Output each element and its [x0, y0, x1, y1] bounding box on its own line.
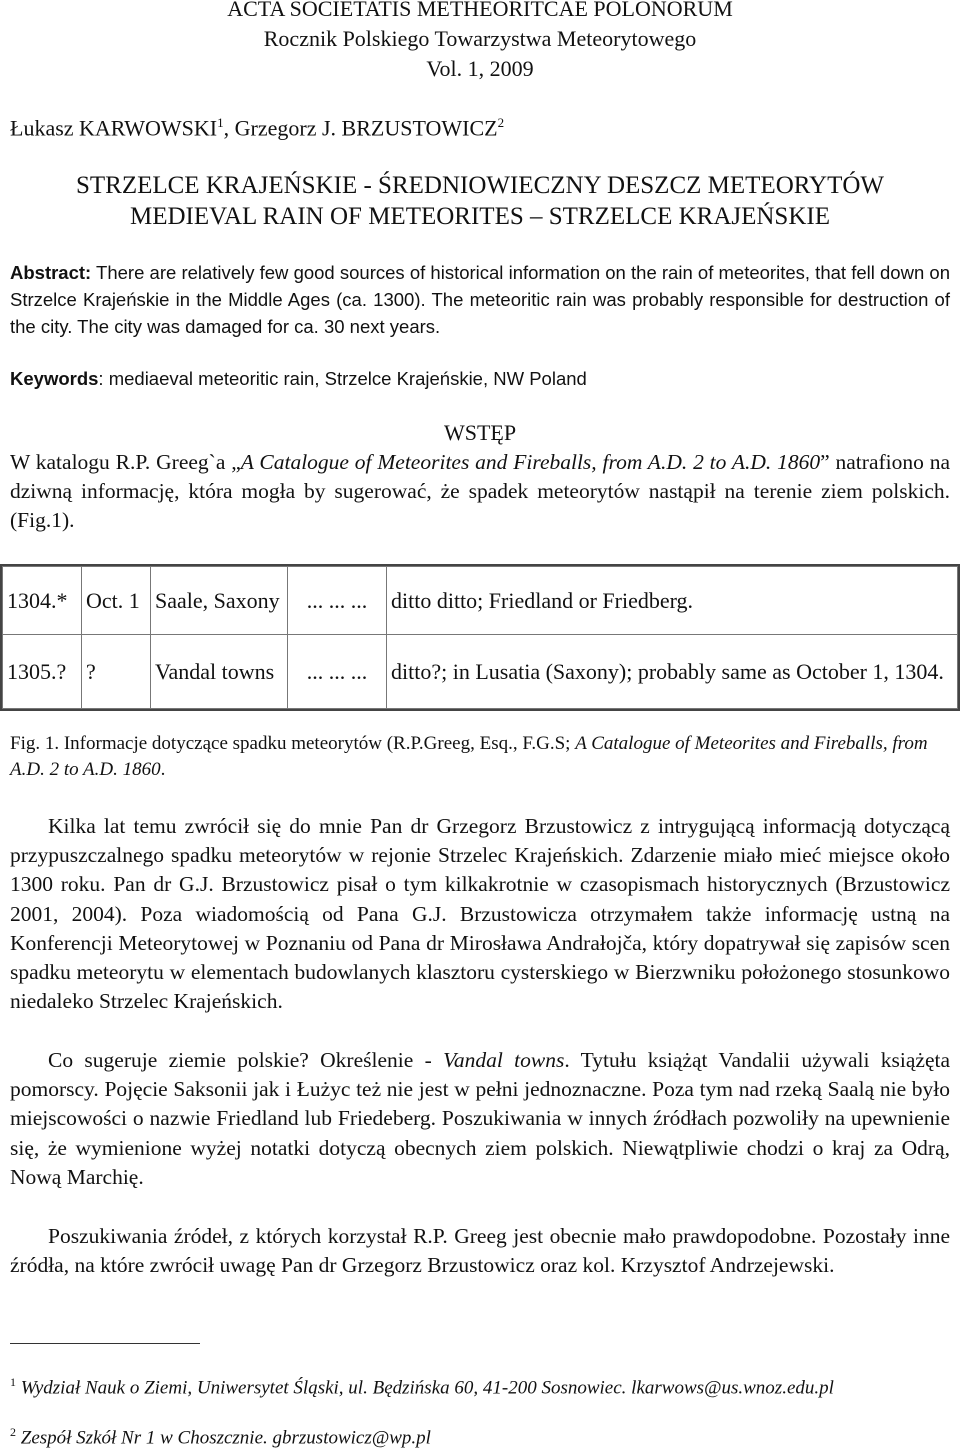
footnote-1: [10, 1370, 950, 1400]
footnote-2: [10, 1420, 950, 1450]
journal-subtitle: Rocznik Polskiego Towarzystwa Meteorytowego: [263, 26, 697, 51]
table-row: [3, 567, 958, 635]
intro-paragraph: [10, 448, 950, 536]
author-2: Grzegorz J. BRZUSTOWICZ: [234, 115, 498, 141]
paragraph-2-text-1: Co sugeruje ziemie polskie? Określenie -: [48, 1048, 444, 1072]
body-paragraph-3: Poszukiwania źródeł, z których korzystał R.P. Greeg jest obecnie mało prawdopodobne. Pozostały inne źródła, na które zwrócił uwagę Pan dr Grzegorz Brzustowicz oraz kol. Krzysztof Andrzejewski.: [10, 1224, 950, 1278]
footnote-divider: [10, 1343, 200, 1344]
caption-text: Fig. 1. Informacje dotyczące spadku meteorytów (R.P.Greeg, Esq., F.G.S;: [10, 733, 576, 754]
paragraph-2-text-2: . Tytułu książąt Vandalii używali książęta pomorscy. Pojęcie Saksonii jak i Łużyc też nie jest w pełni jednoznaczne. Poza tym nad rzeką Saalą nie było miejscowości o nazwie Friedland lub Friedeberg. Poszukiwania w innych źródłach pozwoliły na upewnienie się, że wymienione wyżej notatki dotyczą obecnych ziem polskich. Niewątpliwie chodzi o kraj za Odrą, Nową Marchię.: [10, 1048, 950, 1189]
body-paragraph-2: [10, 1046, 950, 1192]
journal-volume: Vol. 1, 2009: [426, 56, 534, 81]
table-cell-dots: ... ... ...: [288, 635, 387, 709]
body-paragraph-1: Kilka lat temu zwrócił się do mnie Pan dr Grzegorz Brzustowicz z intrygującą informacją dotyczącą przypuszczalnego spadku meteorytów w rejonie Strzelec Krajeńskich. Zdarzenie miało mieć miejsce około 1300 roku. Pan dr G.J. Brzustowicz pisał o tym kilkakrotnie w czasopismach historycznych (Brzustowicz 2001, 2004). Poza wiadomością od Pana G.J. Brzustowicza otrzymałem także informację ustną na Konferencji Meteorytowej w Poznaniu od Pana dr Mirosława Andrałojča, który dopatrywał się zapisów scen spadku meteorytu w elementach budowlanych klasztoru cysterskiego w Bierzwniku położonego stosunkowo niedaleko Strzelec Krajeńskich.: [10, 814, 950, 1014]
table-cell-place: Saale, Saxony: [151, 567, 288, 635]
abstract: [10, 259, 950, 340]
author-separator: ,: [223, 115, 235, 141]
author-1: Łukasz KARWOWSKI: [10, 115, 218, 141]
footnote-1-text: Wydział Nauk o Ziemi, Uniwersytet Śląski, ul. Będzińska 60, 41-200 Sosnowiec. lkarwows@us.wnoz.edu.pl: [16, 1377, 834, 1399]
caption-catalogue-title: A Catalogue of Meteorites and Fireballs, from A.D. 2 to A.D. 1860: [10, 733, 928, 780]
table-row: [3, 635, 958, 709]
article-title-en: MEDIEVAL RAIN OF METEORITES – STRZELCE KRAJEŃSKIE: [130, 203, 830, 230]
keywords-label: Keywords: [10, 368, 99, 389]
table-cell-note: ditto?; in Lusatia (Saxony); probably same as October 1, 1304.: [387, 635, 958, 709]
keywords-text: : mediaeval meteoritic rain, Strzelce Krajeńskie, NW Poland: [98, 368, 587, 389]
caption-suffix: .: [160, 759, 166, 780]
footnote-2-text: Zespół Szkół Nr 1 w Choszcznie. gbrzustowicz@wp.pl: [16, 1427, 431, 1449]
intro-text-1: W katalogu R.P. Greeg`a „: [10, 450, 241, 474]
author-1-affiliation-mark: 1: [217, 115, 224, 130]
abstract-text: There are relatively few good sources of historical information on the rain of meteorites, that fell down on Strzelce Krajeńskie in the Middle Ages (ca. 1300). The meteoritic rain was probably responsible for destruction of the city. The city was damaged for ca. 30 next years.: [10, 262, 950, 337]
footnote-1-number: 1: [10, 1375, 16, 1389]
table-cell-year: 1304.*: [3, 567, 82, 635]
section-heading: WSTĘP: [443, 420, 517, 445]
footnote-2-number: 2: [10, 1425, 16, 1439]
table-cell-year: 1305.?: [3, 635, 82, 709]
journal-title: ACTA SOCIETATIS METHEORITCAE POLONORUM: [227, 0, 733, 21]
table-cell-note: ditto ditto; Friedland or Friedberg.: [387, 567, 958, 635]
intro-catalogue-title: A Catalogue of Meteorites and Fireballs, from A.D. 2 to A.D. 1860: [240, 450, 821, 474]
paragraph-2-vandal-towns: Vandal towns: [443, 1048, 565, 1072]
authors: [10, 115, 504, 141]
article-title-pl: STRZELCE KRAJEŃSKIE - ŚREDNIOWIECZNY DESZCZ METEORYTÓW: [75, 172, 885, 199]
figure-caption: [10, 731, 950, 783]
table-cell-place: Vandal towns: [151, 635, 288, 709]
table-cell-month: ?: [82, 635, 151, 709]
abstract-label: Abstract:: [10, 262, 92, 283]
intro-text-2: ” natrafiono na dziwną informację, która mogła by sugerować, że spadek meteorytów nastąpił na terenie ziem polskich. (Fig.1).: [10, 450, 951, 533]
table-cell-dots: ... ... ...: [288, 567, 387, 635]
author-2-affiliation-mark: 2: [497, 115, 505, 130]
figure-table: [2, 566, 958, 709]
table-cell-month: Oct. 1: [82, 567, 151, 635]
keywords: [10, 365, 950, 392]
